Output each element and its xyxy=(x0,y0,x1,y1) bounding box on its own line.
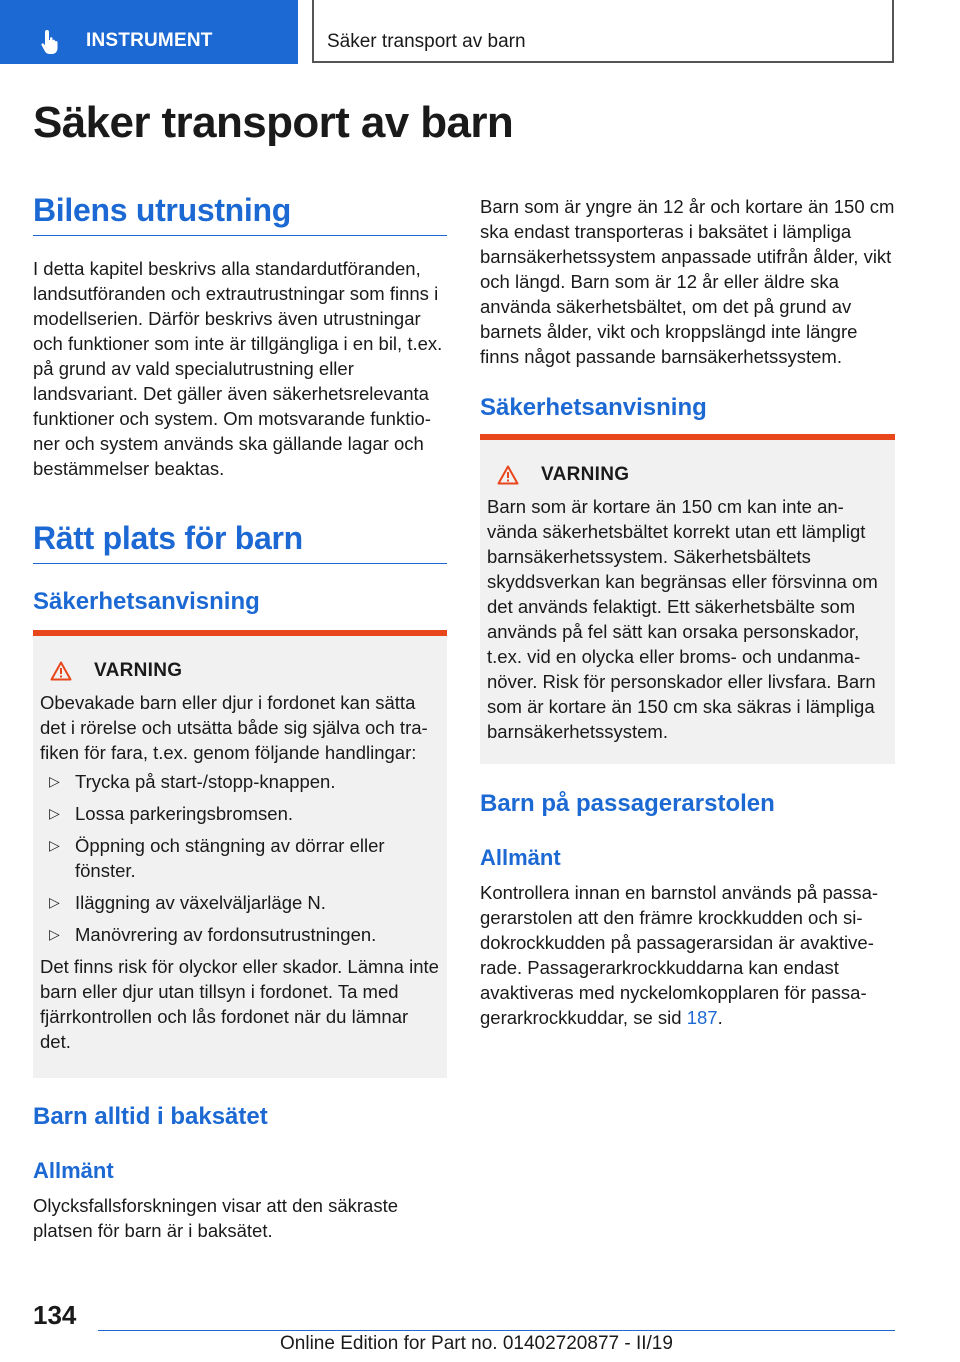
footer-edition: Online Edition for Part no. 01402720877 - II/19 xyxy=(280,1333,673,1354)
list-item: ▷ Trycka på start-/stopp-knappen. xyxy=(49,771,336,792)
page-title: Säker transport av barn xyxy=(33,98,514,147)
heading-right-place: Rätt plats för barn xyxy=(33,520,447,564)
equipment-paragraph: I detta kapitel beskrivs alla standardutföranden, landsutföranden och extrautrustningar som finns i modellserien. Därför beskrivs även utrustningar och funktioner som inte är tillgängliga i en bil, t.ex. på grund av vald specialutrustning eller landsvariant. Det gäller även säkerhetsrelevanta funktioner och system. Om motsvarande funktioner och system används ska gällande lagar och bestämmelser beaktas. xyxy=(33,258,443,479)
warning-outro: Det finns risk för olyckor eller skador. Lämna inte barn eller djur utan tillsyn i fordonet. Ta med fjärrkontrollen och lås fordonet när du lämnar det. xyxy=(40,956,439,1052)
heading-backseat: Barn alltid i baksätet xyxy=(33,1103,268,1130)
page-number: 134 xyxy=(33,1300,77,1330)
section-tab[interactable] xyxy=(0,0,298,64)
topic-tab xyxy=(312,0,894,63)
warning-triangle-icon xyxy=(50,661,72,681)
warning-triangle-icon xyxy=(497,465,519,485)
list-item: ▷ Öppning och stängning av dörrar eller fönster. xyxy=(49,835,385,881)
topic-label: Säker transport av barn xyxy=(327,31,526,52)
heading-safety-right: Säkerhetsanvisning xyxy=(480,394,707,421)
bullet-triangle-icon: ▷ xyxy=(49,773,60,789)
general-paragraph: Olycksfallsforskningen visar att den säkraste platsen för barn är i baksätet. xyxy=(33,1195,399,1241)
page-reference-link[interactable]: 187 xyxy=(686,1007,718,1028)
bullet-triangle-icon: ▷ xyxy=(49,805,60,821)
bullet-triangle-icon: ▷ xyxy=(49,894,60,910)
warning-text: Barn som är kortare än 150 cm kan inte använda säkerhetsbältet korrekt utan ett lämpligt barnsäkerhetssystem. Säkerhetsbältets skyddsverkan kan begränsas eller försvinna om det används felaktigt. Ett säkerhetsbälte som används på fel sätt kan orsaka personskador, t.ex. vid en olycka eller broms- och undanmanöver. Risk för personskador eller livsfara. Barn som är kortare än 150 cm ska säkras i lämpliga barnsäkerhetssystem. xyxy=(487,496,878,742)
heading-general-left: Allmänt xyxy=(33,1158,114,1183)
warning-box-right xyxy=(480,434,895,764)
heading-equipment: Bilens utrustning xyxy=(33,192,447,236)
passenger-paragraph: Kontrollera innan en barnstol används på passagerarstolen att den främre krockkudden och sidokrockkudden på passagerarsidan är avaktiverade. Passagerarkrockkuddarna kan endast avaktiveras med nyckelomkopplaren för passagerarkrockkuddar, se sid 187. xyxy=(480,882,879,1028)
pointing-hand-icon xyxy=(38,28,66,56)
list-item: ▷ Manövrering av fordonsutrustningen. xyxy=(49,924,377,945)
heading-safety-left: Säkerhetsanvisning xyxy=(33,588,260,615)
warning-list xyxy=(40,769,440,947)
intro-paragraph: Barn som är yngre än 12 år och kortare än 150 cm ska endast transporteras i baksätet i lämpliga barnsäkerhetssystem anpassade utifrån ålder, vikt och längd. Barn som är 12 år eller äldre ska använda säkerhetsbältet, om det på grund av barnets ålder, vikt och kroppslängd inte längre finns något passande barnsäkerhetssystem. xyxy=(480,196,895,367)
bullet-triangle-icon: ▷ xyxy=(49,926,60,942)
heading-general-right: Allmänt xyxy=(480,845,561,870)
warning-header xyxy=(40,658,440,684)
list-item: ▷ Iläggning av växelväljarläge N. xyxy=(49,892,326,913)
heading-passenger: Barn på passagerarstolen xyxy=(480,790,775,817)
warning-box-left xyxy=(33,630,447,1078)
section-label: INSTRUMENT xyxy=(86,30,213,51)
list-item: ▷ Lossa parkeringsbromsen. xyxy=(49,803,293,824)
warning-label: VARNING xyxy=(541,464,630,485)
warning-header xyxy=(487,462,888,488)
footer-divider xyxy=(98,1330,895,1331)
warning-label: VARNING xyxy=(94,660,183,681)
bullet-triangle-icon: ▷ xyxy=(49,837,60,853)
warning-intro: Obevakade barn eller djur i fordonet kan sätta det i rörelse och utsätta både sig själva och trafiken för fara, t.ex. genom följande handlingar: xyxy=(40,692,428,763)
